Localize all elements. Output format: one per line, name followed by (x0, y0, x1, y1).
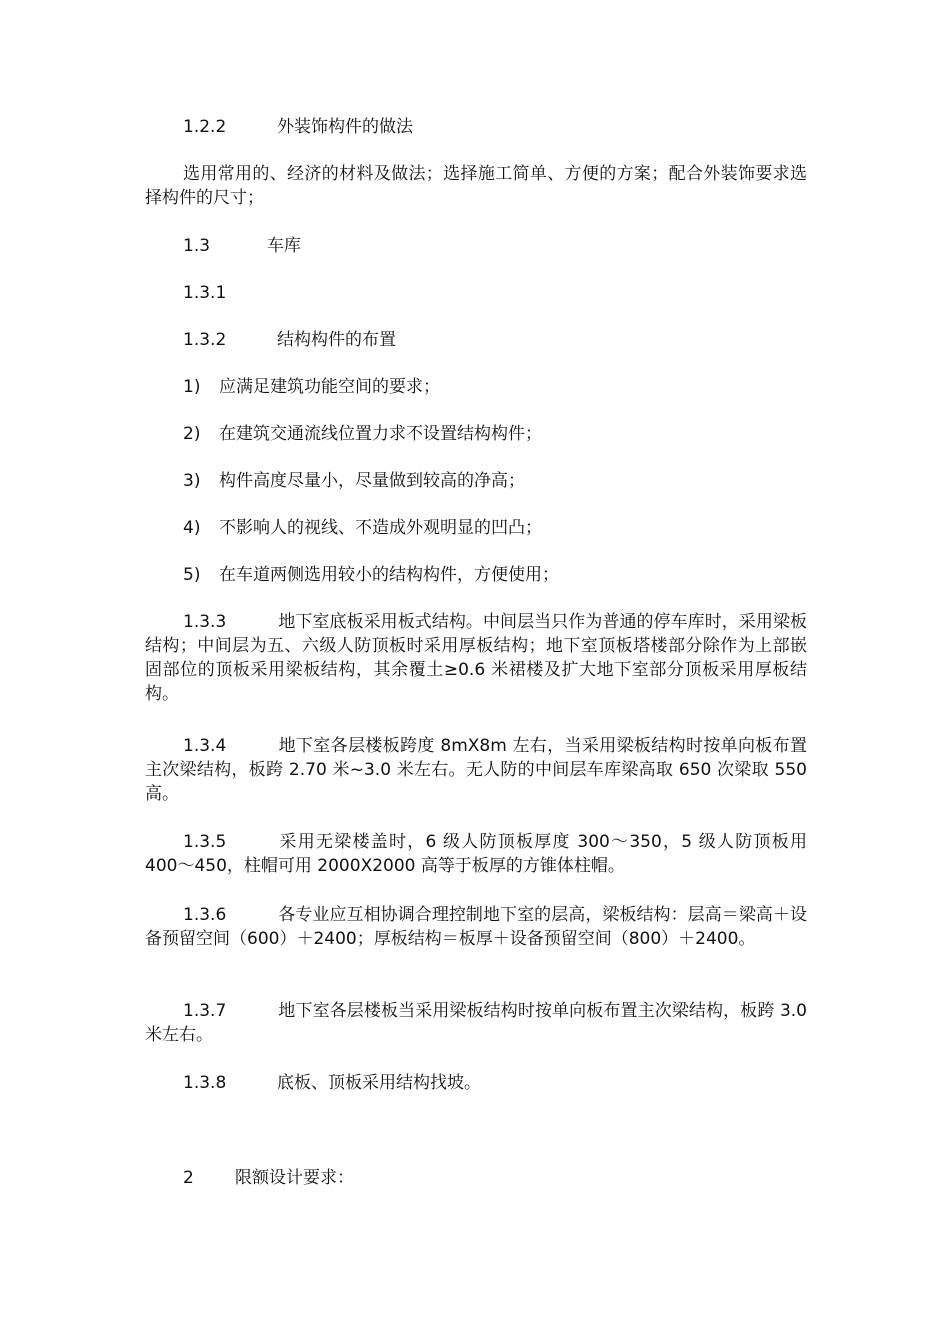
heading-number: 1.2.2 (183, 117, 227, 137)
list-item-number: 2) (183, 424, 201, 444)
paragraph-text: 地下室底板采用板式结构。中间层当只作为普通的停车库时，采用梁板结构；中间层为五、六级人防顶板时采用厚板结构；地下室顶板塔楼部分除作为上部嵌固部位的顶板采用梁板结构，其余覆土≥0.6 米裙楼及扩大地下室部分顶板采用厚板结构。 (145, 612, 807, 704)
paragraph-text: 采用无梁楼盖时，6 级人防顶板厚度 300～350，5 级人防顶板用 400～450，柱帽可用 2000X2000 高等于板厚的方锥体柱帽。 (145, 832, 807, 876)
list-item-text: 在建筑交通流线位置力求不设置结构构件； (219, 424, 542, 444)
paragraph-text: 地下室各层楼板跨度 8mX8m 左右，当采用梁板结构时按单向板布置主次梁结构，板跨 2.70 米~3.0 米左右。无人防的中间层车库梁高取 650 次梁取 550 高。 (145, 736, 807, 804)
paragraph-1-3-6 (145, 903, 807, 951)
heading-title: 外装饰构件的做法 (277, 117, 413, 137)
paragraph-text: 各专业应互相协调合理控制地下室的层高，梁板结构：层高＝梁高＋设备预留空间（600）＋2400；厚板结构＝板厚＋设备预留空间（800）＋2400。 (145, 905, 807, 949)
heading-title: 车库 (267, 236, 301, 256)
list-item-text: 在车道两侧选用较小的结构构件，方便使用； (219, 565, 559, 585)
paragraph-number: 1.3.5 (183, 832, 227, 852)
heading-number: 1.3 (183, 236, 211, 256)
list-item-number: 4) (183, 518, 201, 538)
list-item-text: 应满足建筑功能空间的要求； (219, 377, 440, 397)
paragraph-1-3-4 (145, 734, 807, 806)
paragraph-number: 1.3.6 (183, 905, 227, 925)
paragraph-number: 1.3.3 (183, 612, 227, 632)
heading-title: 结构构件的布置 (277, 330, 396, 350)
heading-number: 1.3.2 (183, 330, 227, 350)
paragraph-1-3-3 (145, 610, 807, 706)
list-item-number: 5) (183, 565, 201, 585)
heading-title: 底板、顶板采用结构找坡。 (277, 1073, 481, 1093)
paragraph-number: 1.3.7 (183, 1001, 227, 1021)
list-item-text: 构件高度尽量小，尽量做到较高的净高； (219, 471, 525, 491)
list-item-number: 3) (183, 471, 201, 491)
paragraph-text: 地下室各层楼板当采用梁板结构时按单向板布置主次梁结构，板跨 3.0 米左右。 (145, 1001, 807, 1045)
list-item-text: 不影响人的视线、不造成外观明显的凹凸； (219, 518, 542, 538)
list-item-number: 1) (183, 377, 201, 397)
paragraph-1-3-5 (145, 830, 807, 878)
heading-number: 2 (183, 1168, 194, 1188)
paragraph-1-3-7 (145, 999, 807, 1047)
heading-number: 1.3.8 (183, 1073, 227, 1093)
intro-paragraph: 选用常用的、经济的材料及做法；选择施工简单、方便的方案；配合外装饰要求选择构件的尺寸； (145, 164, 807, 208)
heading-title: 限额设计要求： (235, 1168, 354, 1188)
heading-number: 1.3.1 (183, 283, 227, 303)
paragraph-number: 1.3.4 (183, 736, 227, 756)
